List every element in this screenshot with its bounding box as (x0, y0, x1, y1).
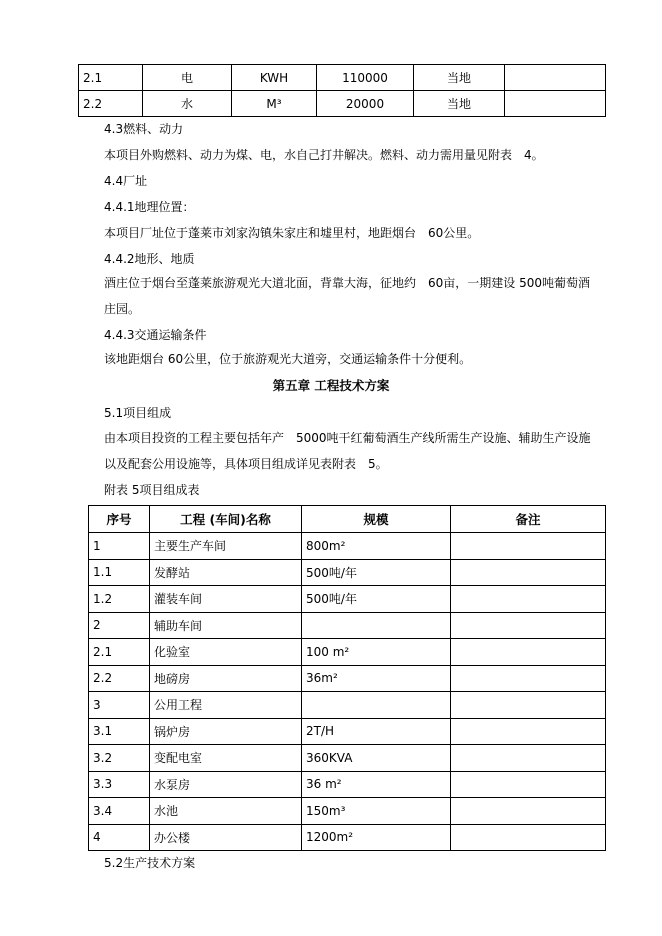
table-row (89, 745, 606, 772)
table-cell: 2 (89, 612, 150, 639)
table-cell (451, 771, 606, 798)
table-cell: 地磅房 (150, 665, 302, 692)
table-cell: 3.2 (89, 745, 150, 772)
table-row (89, 559, 606, 586)
column-header: 规模 (302, 506, 451, 533)
section-body-5-1: 由本项目投资的工程主要包括年产 5000吨干红葡萄酒生产线所需生产设施、辅助生产设施以及配套公用设施等，具体项目组成详见表附表 5。 (104, 431, 591, 471)
section-heading-5-2: 5.2生产技术方案 (104, 856, 196, 870)
resource-table (78, 64, 606, 117)
table-body (89, 533, 606, 851)
table-row (89, 586, 606, 613)
table-row (89, 824, 606, 851)
table-cell: 当地 (414, 65, 505, 91)
column-header: 备注 (451, 506, 606, 533)
table-cell (451, 639, 606, 666)
table-cell (451, 559, 606, 586)
section-heading-4-4-2: 4.4.2地形、地质 (104, 252, 195, 266)
resource-table-body (79, 65, 606, 117)
table-row (89, 533, 606, 560)
table-cell: 1200m² (302, 824, 451, 851)
section-body-4-4-2: 酒庄位于烟台至蓬莱旅游观光大道北面，背靠大海，征地约 60亩，一期建设 500吨葡萄酒庄园。 (104, 276, 590, 316)
table-cell: 1.2 (89, 586, 150, 613)
table-cell: 锅炉房 (150, 718, 302, 745)
table-cell: 360KVA (302, 745, 451, 772)
table-cell: 3 (89, 692, 150, 719)
table-cell: 36 m² (302, 771, 451, 798)
table-cell: 发酵站 (150, 559, 302, 586)
table-cell (451, 586, 606, 613)
project-composition-table (88, 505, 606, 851)
table-cell: 100 m² (302, 639, 451, 666)
table-cell: 2T/H (302, 718, 451, 745)
table-cell: 1.1 (89, 559, 150, 586)
table-cell: 3.4 (89, 798, 150, 825)
table-cell (451, 824, 606, 851)
table-row (79, 91, 606, 117)
table-row (89, 665, 606, 692)
table-cell (451, 798, 606, 825)
table-cell: 500吨/年 (302, 586, 451, 613)
table-cell: 水 (143, 91, 232, 117)
table-cell: 110000 (317, 65, 414, 91)
table-cell: 电 (143, 65, 232, 91)
table-cell (451, 612, 606, 639)
section-body-4-4-1: 本项目厂址位于蓬莱市刘家沟镇朱家庄和墟里村，地距烟台 60公里。 (104, 226, 480, 240)
table-cell: 36m² (302, 665, 451, 692)
table-cell: 化验室 (150, 639, 302, 666)
table-cell: M³ (232, 91, 317, 117)
table-row (89, 798, 606, 825)
table-cell: 办公楼 (150, 824, 302, 851)
table-caption: 附表 5项目组成表 (104, 483, 200, 497)
chapter-title: 第五章 工程技术方案 (272, 378, 390, 393)
table-cell (451, 718, 606, 745)
table-cell (451, 745, 606, 772)
section-heading-4-4: 4.4厂址 (104, 174, 148, 188)
section-heading-4-3: 4.3燃料、动力 (104, 122, 184, 136)
section-body-4-3: 本项目外购燃料、动力为煤、电，水自己打井解决。燃料、动力需用量见附表 4。 (104, 148, 544, 162)
table-cell: 1 (89, 533, 150, 560)
table-row (79, 65, 606, 91)
table-cell (451, 665, 606, 692)
table-cell: 2.1 (79, 65, 143, 91)
section-body-4-4-3: 该地距烟台 60公里，位于旅游观光大道旁，交通运输条件十分便利。 (104, 352, 472, 366)
section-heading-5-1: 5.1项目组成 (104, 406, 172, 420)
table-header (89, 506, 606, 533)
table-cell (505, 65, 606, 91)
table-cell: 灌装车间 (150, 586, 302, 613)
table-cell: 水池 (150, 798, 302, 825)
table-cell: 辅助车间 (150, 612, 302, 639)
column-header: 序号 (89, 506, 150, 533)
table-cell (451, 692, 606, 719)
table-cell (302, 692, 451, 719)
table-row (89, 718, 606, 745)
table-cell: 150m³ (302, 798, 451, 825)
table-cell: 4 (89, 824, 150, 851)
table-cell: 当地 (414, 91, 505, 117)
section-heading-4-4-1: 4.4.1地理位置： (104, 200, 195, 214)
table-row (89, 692, 606, 719)
table-cell: 3.1 (89, 718, 150, 745)
table-cell: 水泵房 (150, 771, 302, 798)
table-row (89, 771, 606, 798)
header-row (89, 506, 606, 533)
table-cell: 800m² (302, 533, 451, 560)
section-heading-4-4-3: 4.4.3交通运输条件 (104, 328, 207, 342)
table-cell (451, 533, 606, 560)
table-cell: 变配电室 (150, 745, 302, 772)
table-cell: 2.2 (79, 91, 143, 117)
table-cell: 主要生产车间 (150, 533, 302, 560)
table-cell: 2.1 (89, 639, 150, 666)
column-header: 工程 (车间)名称 (150, 506, 302, 533)
table-cell: 3.3 (89, 771, 150, 798)
table-cell: 公用工程 (150, 692, 302, 719)
table-cell (302, 612, 451, 639)
table-cell: KWH (232, 65, 317, 91)
table-cell: 20000 (317, 91, 414, 117)
table-cell: 500吨/年 (302, 559, 451, 586)
table-row (89, 612, 606, 639)
table-cell (505, 91, 606, 117)
table-row (89, 639, 606, 666)
table-cell: 2.2 (89, 665, 150, 692)
